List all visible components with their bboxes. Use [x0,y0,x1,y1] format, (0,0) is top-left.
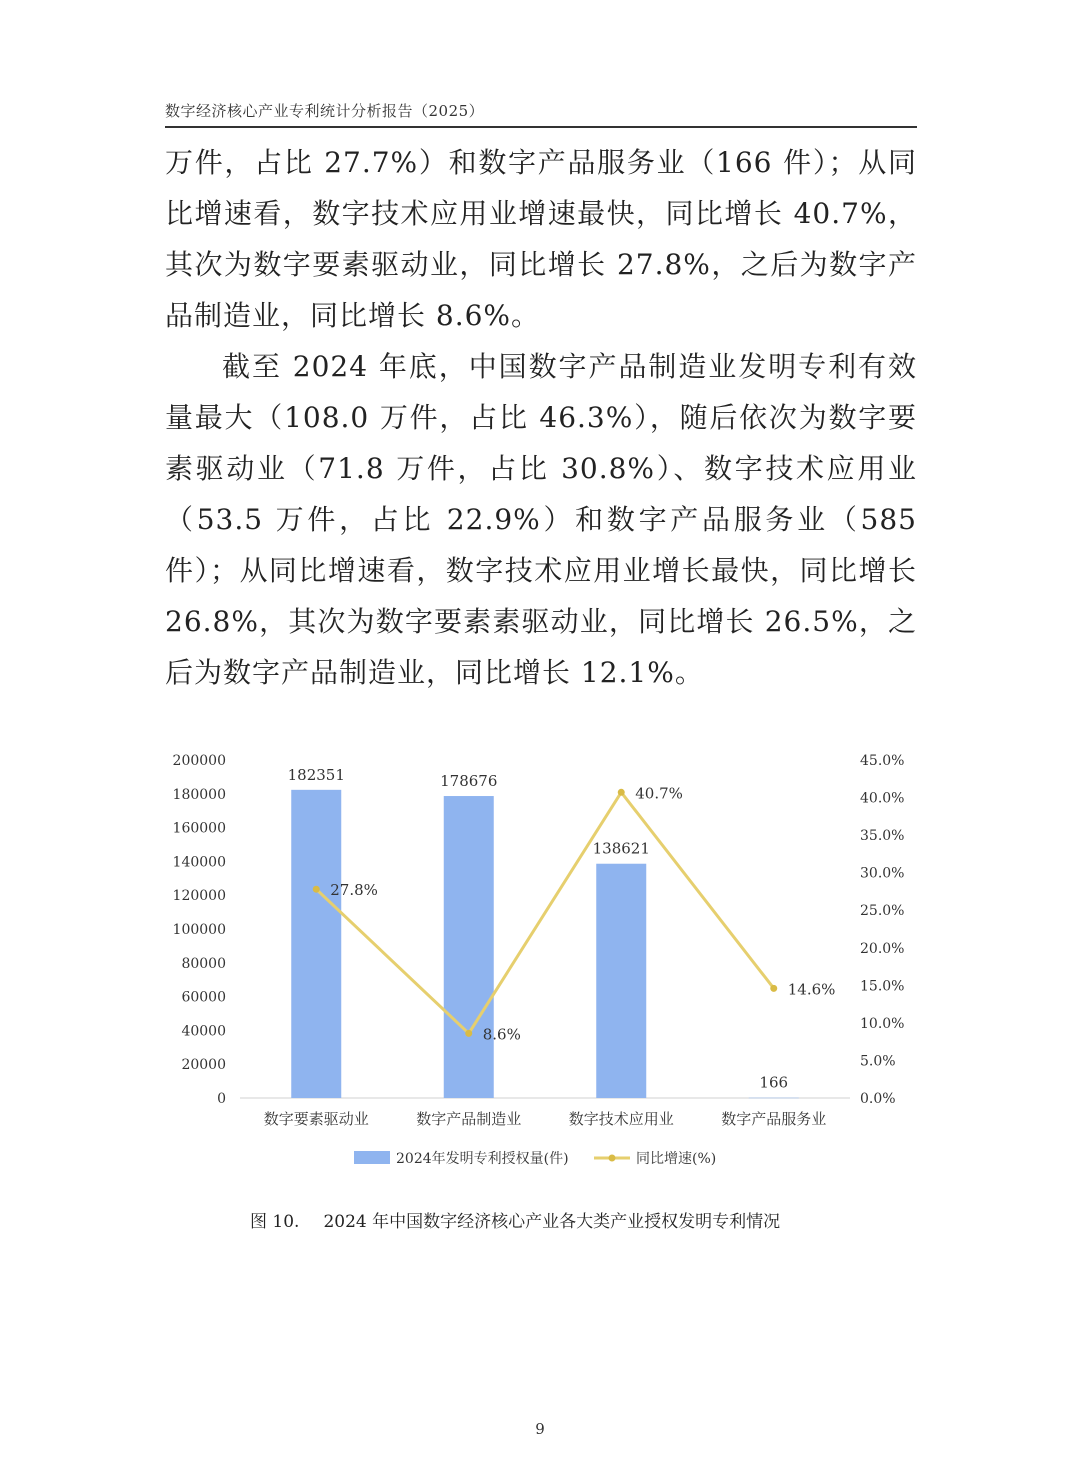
bar [596,864,646,1098]
y-left-tick-label: 80000 [181,955,226,972]
y-right-tick-label: 15.0% [860,978,905,995]
legend-bar-label: 2024年发明专利授权量(件) [396,1151,569,1167]
chart-legend [354,1150,716,1167]
figure-caption [250,1207,890,1232]
x-category-label: 数字产品制造业 [416,1110,522,1128]
bar-data-label: 178676 [440,772,498,791]
line-series [313,784,836,1043]
y-left-tick-label: 120000 [172,888,226,905]
bar [291,790,341,1098]
y-left-tick-label: 180000 [172,786,226,803]
y-left-tick-label: 100000 [172,922,226,938]
x-category-label: 数字要素驱动业 [263,1110,369,1128]
line-data-label: 14.6% [787,980,836,999]
patent-chart [160,740,920,1180]
figure-number: 图 10. [250,1212,300,1232]
y-left-tick-label: 0 [217,1091,226,1107]
bar [749,1098,799,1099]
figure-title: 2024 年中国数字经济核心产业各大类产业授权发明专利情况 [323,1212,781,1232]
bar-data-label: 138621 [592,839,650,858]
y-right-tick-label: 30.0% [860,865,905,882]
y-right-tick-label: 35.0% [860,828,905,845]
line-point [770,985,777,992]
body-paragraph-2: 截至 2024 年底，中国数字产品制造业发明专利有效量最大（108.0 万件，占比 46.3%），随后依次为数字要素驱动业（71.8 万件，占比 30.8%）、数字技术应用业（53.5 万件，占比 22.9%）和数字产品服务业（585 件）；从同比增速看，数字技术应用业增长最快，同比增长 26.8%，其次为数字要素素驱动业，同比增长 26.5%，之后为数字产品制造业，同比增长 12.1%。 [165,350,917,689]
bar-series [288,766,799,1098]
y-right-tick-label: 20.0% [860,940,905,957]
y-left-axis [173,753,226,1107]
y-right-tick-label: 10.0% [860,1015,905,1032]
y-right-tick-label: 5.0% [860,1053,896,1070]
y-right-tick-label: 45.0% [860,753,905,769]
legend-line-label: 同比增速(%) [636,1151,717,1167]
body-paragraph-1: 万件，占比 27.7%）和数字产品服务业（166 件）；从同比增速看，数字技术应用业增速最快，同比增长 40.7%，其次为数字要素驱动业，同比增长 27.8%，之后为数字产品制造业，同比增长 8.6%。 [165,146,917,332]
page-number: 9 [535,1420,545,1438]
y-left-tick-label: 160000 [172,820,226,837]
legend-line-marker [609,1155,616,1162]
x-category-label: 数字产品服务业 [721,1110,827,1128]
patent-chart-svg [160,740,920,1180]
y-right-tick-label: 0.0% [860,1091,896,1107]
bar [444,796,494,1098]
y-right-axis [860,753,904,1107]
y-left-tick-label: 60000 [181,989,226,1006]
line-point [465,1030,472,1037]
y-left-tick-label: 200000 [172,753,226,769]
y-left-tick-label: 140000 [172,854,226,871]
header-rule [165,126,917,128]
bar-data-label: 166 [759,1073,789,1092]
growth-line [316,792,774,1033]
line-data-label: 8.6% [482,1025,521,1044]
line-point [313,886,320,893]
line-data-label: 40.7% [635,784,683,803]
x-axis-labels [264,1110,827,1128]
y-right-tick-label: 25.0% [860,903,905,920]
running-header: 数字经济核心产业专利统计分析报告（2025） [165,102,485,120]
x-category-label: 数字技术应用业 [568,1110,674,1128]
y-right-tick-label: 40.0% [860,790,905,807]
line-data-label: 27.8% [330,881,378,900]
legend-bar-swatch [354,1151,390,1164]
bar-data-label: 182351 [287,765,345,784]
line-point [618,789,625,796]
y-left-tick-label: 20000 [181,1057,226,1074]
y-left-tick-label: 40000 [181,1023,226,1040]
